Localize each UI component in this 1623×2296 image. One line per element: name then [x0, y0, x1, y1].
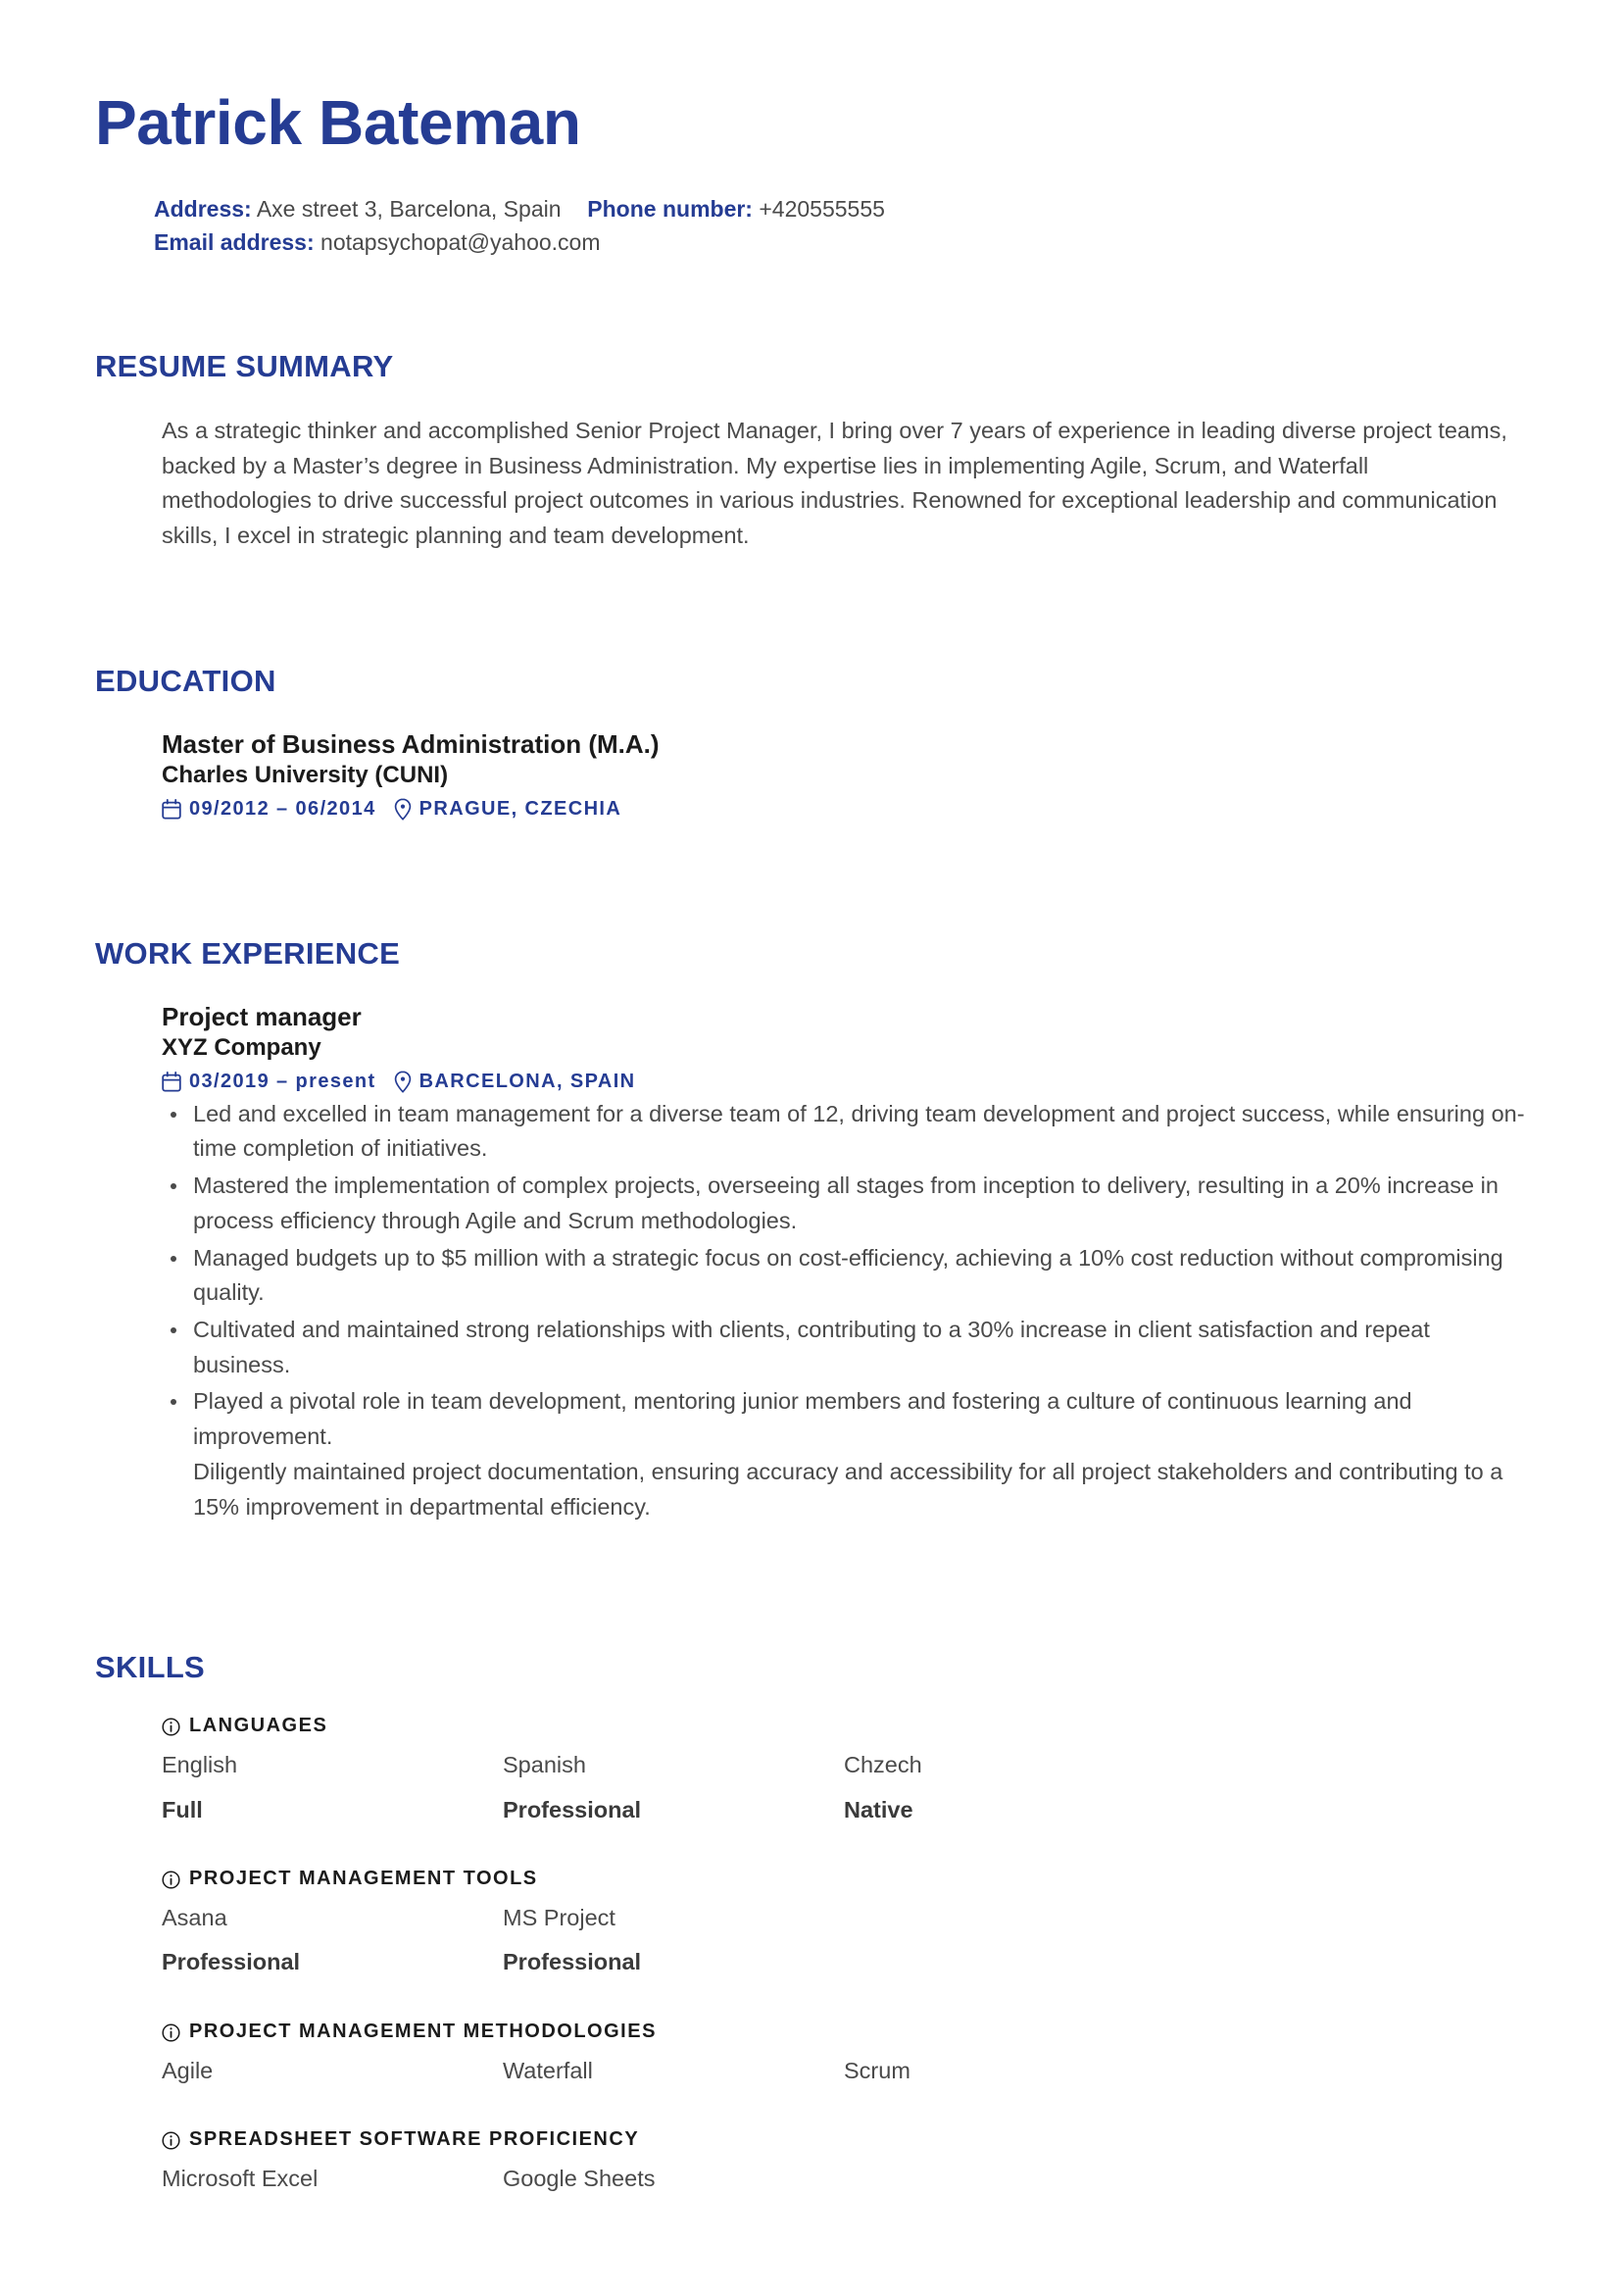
- skill-cell: [162, 1946, 503, 1978]
- skill-cell: [503, 2163, 844, 2195]
- work-date-item: [162, 1071, 376, 1093]
- education-date-item: [162, 798, 376, 821]
- education-location-item: [394, 798, 622, 821]
- skill-cell: [503, 2055, 844, 2087]
- section-title-education: EDUCATION: [95, 663, 276, 698]
- skill-cell: [844, 2055, 1185, 2087]
- education-entry: [162, 728, 1623, 821]
- skill-level: Professional: [503, 1949, 642, 1975]
- candidate-name: Patrick Bateman: [95, 87, 581, 158]
- skill-names-row: [162, 2163, 1623, 2195]
- work-bullet-text: Played a pivotal role in team development, mentoring junior members and fostering a culture of continuous learning and improvement.: [193, 1388, 1412, 1450]
- section-work-experience: [0, 936, 1623, 1525]
- skill-cell: [162, 2163, 503, 2195]
- skill-levels-row: [162, 1794, 1623, 1826]
- skill-levels-row: [162, 1946, 1623, 1978]
- section-title-skills: SKILLS: [95, 1650, 206, 1685]
- skill-name: Agile: [162, 2057, 214, 2083]
- skill-names-row: [162, 1749, 1623, 1781]
- skill-name: Chzech: [844, 1752, 922, 1778]
- work-location-item: [394, 1071, 636, 1093]
- work-bullet-text: Led and excelled in team management for a diverse team of 12, driving team development and project success, while ensuring on-time completion of initiatives.: [193, 1100, 1525, 1162]
- skill-group-header: [162, 2128, 1623, 2151]
- skill-level: Native: [844, 1796, 913, 1822]
- resume-summary-text: As a strategic thinker and accomplished Senior Project Manager, I bring over 7 years of experience in leading diverse project teams, backed by a Master’s degree in Business Administration. My expertise lies in implementing Agile, Scrum, and Waterfall methodologies to drive successful project outcomes in various industries. Renowned for exceptional leadership and communication skills, I excel in strategic planning and team development.: [162, 417, 1507, 549]
- skill-group-header: [162, 2021, 1623, 2043]
- address-label: Address:: [154, 196, 252, 223]
- section-skills: [0, 1650, 1623, 2195]
- education-institution: Charles University (CUNI): [162, 762, 449, 789]
- skill-cell: [844, 1794, 1185, 1826]
- skill-group-project-management-methodologies: [162, 2021, 1623, 2087]
- skill-cell: [503, 1946, 844, 1978]
- location-pin-icon: [394, 1071, 412, 1093]
- work-role: Project manager: [162, 1001, 362, 1031]
- skill-group-label: PROJECT MANAGEMENT METHODOLOGIES: [189, 2020, 657, 2042]
- info-circle-icon: [162, 2131, 180, 2150]
- skill-names-row: [162, 2055, 1623, 2087]
- skill-group-label: PROJECT MANAGEMENT TOOLS: [189, 1868, 538, 1890]
- work-entry: [162, 1001, 1623, 1525]
- skill-name: Asana: [162, 1905, 227, 1931]
- info-circle-icon: [162, 2023, 180, 2042]
- education-degree: Master of Business Administration (M.A.): [162, 728, 660, 759]
- skill-level: Professional: [503, 1796, 642, 1822]
- skill-name: Spanish: [503, 1752, 586, 1778]
- skill-cell: [162, 1749, 503, 1781]
- email-label: Email address:: [154, 228, 315, 255]
- skill-name: Microsoft Excel: [162, 2166, 319, 2192]
- skill-group-spreadsheet-software-proficiency: [162, 2128, 1623, 2195]
- skill-cell: [162, 1794, 503, 1826]
- phone-label: Phone number:: [587, 196, 753, 223]
- education-meta: [162, 798, 1623, 821]
- info-circle-icon: [162, 1871, 180, 1889]
- work-meta: [162, 1071, 1623, 1093]
- skill-cell: [503, 1794, 844, 1826]
- section-title-resume-summary: RESUME SUMMARY: [95, 348, 394, 383]
- section-resume-summary: [0, 349, 1623, 554]
- work-bullet: [162, 1384, 1526, 1524]
- skill-cell: [162, 1902, 503, 1934]
- skill-group-label: SPREADSHEET SOFTWARE PROFICIENCY: [189, 2128, 640, 2151]
- skill-group-languages: [162, 1715, 1623, 1826]
- contact-details: [95, 193, 1623, 259]
- skill-name: Google Sheets: [503, 2166, 656, 2192]
- skill-name: Waterfall: [503, 2057, 593, 2083]
- work-bullet: [162, 1097, 1526, 1167]
- skills-body: [95, 1715, 1623, 2195]
- address-value: Axe street 3, Barcelona, Spain: [256, 196, 562, 223]
- work-date: 03/2019 – present: [189, 1070, 376, 1092]
- work-bullet-list: [162, 1097, 1623, 1525]
- info-circle-icon: [162, 1718, 180, 1736]
- skill-name: MS Project: [503, 1905, 615, 1931]
- skill-level: Full: [162, 1796, 203, 1822]
- work-experience-body: [95, 1001, 1623, 1525]
- skill-group-project-management-tools: [162, 1868, 1623, 1979]
- section-education: [0, 664, 1623, 821]
- calendar-icon: [162, 799, 181, 820]
- location-pin-icon: [394, 798, 412, 821]
- skill-group-header: [162, 1715, 1623, 1737]
- skill-cell: [162, 2055, 503, 2087]
- education-date: 09/2012 – 06/2014: [189, 797, 376, 820]
- skill-cell: [503, 1902, 844, 1934]
- contact-line-address-phone: [154, 193, 1623, 225]
- phone-value: +420555555: [759, 196, 885, 223]
- skill-group-label: LANGUAGES: [189, 1715, 328, 1737]
- work-bullet-text: Managed budgets up to $5 million with a strategic focus on cost-efficiency, achieving a 10% cost reduction without compromising quality.: [193, 1244, 1503, 1306]
- work-company: XYZ Company: [162, 1034, 321, 1061]
- work-bullet-continuation: Diligently maintained project documentation, ensuring accuracy and accessibility for all project stakeholders and contributing to a 15% improvement in departmental efficiency.: [193, 1458, 1503, 1520]
- calendar-icon: [162, 1072, 181, 1092]
- work-bullet: [162, 1313, 1526, 1382]
- contact-line-email: [154, 226, 1623, 259]
- skill-cell: [844, 1749, 1185, 1781]
- section-title-work-experience: WORK EXPERIENCE: [95, 935, 401, 971]
- skill-cell: [503, 1749, 844, 1781]
- skill-name: Scrum: [844, 2057, 910, 2083]
- skill-group-header: [162, 1868, 1623, 1890]
- email-value: notapsychopat@yahoo.com: [320, 228, 601, 255]
- work-location: BARCELONA, SPAIN: [418, 1070, 636, 1092]
- skill-level: Professional: [162, 1949, 301, 1975]
- skill-name: English: [162, 1752, 238, 1778]
- education-body: [95, 728, 1623, 821]
- resume-summary-body: [95, 414, 1623, 554]
- work-bullet: [162, 1241, 1526, 1311]
- skill-names-row: [162, 1902, 1623, 1934]
- work-bullet-text: Mastered the implementation of complex projects, overseeing all stages from inception to delivery, resulting in a 20% increase in process efficiency through Agile and Scrum methodologies.: [193, 1173, 1499, 1233]
- education-location: PRAGUE, CZECHIA: [418, 797, 622, 820]
- work-bullet-text: Cultivated and maintained strong relationships with clients, contributing to a 30% increase in client satisfaction and repeat business.: [193, 1317, 1430, 1377]
- work-bullet: [162, 1169, 1526, 1238]
- resume-header: [0, 0, 1623, 259]
